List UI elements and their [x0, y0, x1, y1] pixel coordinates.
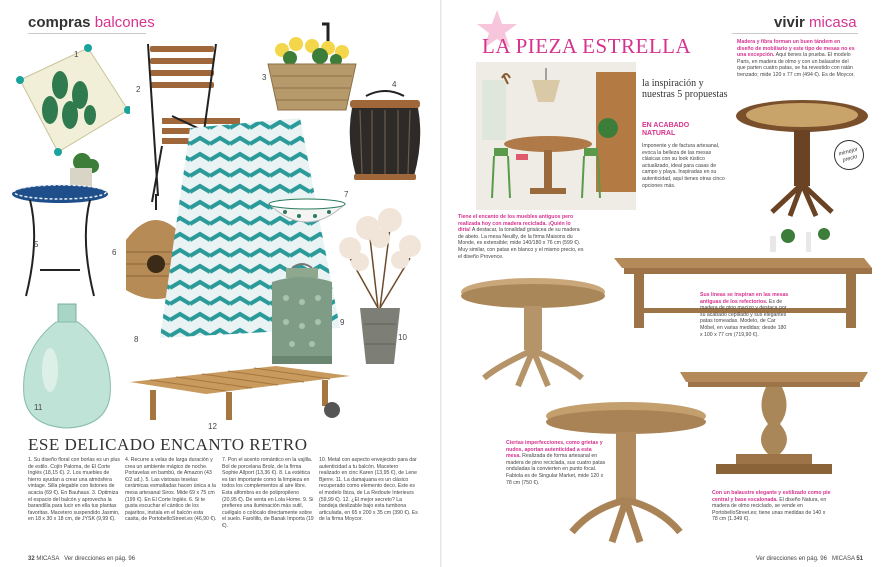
caption-body: Aquí tienes la prueba. El modelo Paris, en madera de olmo y con un balaustre del que parten cuatro patas, se ha revestido con ratán trenzado; mide 120 x 77 cm (494 €). Es de Moycor. — [737, 52, 855, 78]
right-header-rule — [732, 33, 858, 34]
right-header-accent: micasa — [809, 14, 857, 31]
caption-lead: Tiene el encanto de los muebles antiguos pero realizada hoy con madera reciclada. ¡Quién lo diría! — [458, 214, 574, 234]
caption-column: 4. Recurre a velas de larga duración y crea un ambiente mágico de noche. Portavelas en bambú, de Amazon (43 €/2 ud.). 5. Las vistosas teselas cerámicas esmaltadas hacen única a la mesa artesanal Siros. Mide 69 x 75 cm (199 €). En El Corte Inglés. 6. Si te gusta escuchar el cántico de los pajaritos, instala en el balcón esta casita, de PortobelloStreet.es (46,90 €). — [125, 457, 217, 523]
item-number: 10 — [398, 333, 407, 342]
item-number: 7 — [344, 190, 349, 199]
left-header-rule — [28, 33, 146, 34]
left-header-accent: balcones — [94, 14, 155, 31]
caption-column: 10. Metal con aspecto envejecido para dar autenticidad a tu balcón. Macetero realizado en cinc Karen (13,95 €), de Lene Bjerre. 11. La damajuana es un clásico recuperado como elemento deco. Este es el modelo Ibiza, de La Redoute Interieurs (59,99 €). 12. ¿El mejor secreto? La bandeja deslizable bajo esta tumbona articulada, en 65 x 200 x 35 cm (390 €). Es de la firma Moycor. — [319, 457, 418, 523]
caption-lead: Con un balaustre elegante y estilizado como pie central y base escalonada. — [712, 490, 831, 503]
caption-lead: Ciertas imperfecciones, como grietas y nudos, aportan autenticidad a esta mesa. — [506, 440, 603, 460]
left-footer-note: Ver direcciones en pág. 96 — [64, 556, 136, 562]
cushion-image — [10, 40, 130, 158]
left-header-bold: compras — [28, 14, 91, 31]
item-number: 8 — [134, 335, 139, 344]
caption-body: Realizada de forma artesanal en madera de pino reciclada, sus cuatro patas onduladas la convierten en punto focal. Fabiola es de Singular Market, mide 120 x 78 cm (750 €). — [506, 453, 606, 486]
caption-paris — [737, 39, 857, 79]
feature-intro: Imponente y de factura artesanal, evoca la belleza de las mesas clásicas con su look rústico actualizado, ideal para casas de campo y playa. Inspiradas en su autenticidad, aquí tienes otras cinco opciones más. — [642, 143, 725, 189]
right-section-header — [774, 14, 857, 31]
left-page-number: 32 — [28, 556, 35, 562]
best-price-badge: mimejor precio — [831, 137, 868, 174]
feature-subtitle: la inspiración y nuestras 5 propuestas — [642, 78, 728, 100]
caption-neuilly — [458, 214, 584, 260]
item-number: 12 — [208, 422, 217, 431]
item-number: 5 — [34, 240, 39, 249]
item-number: 3 — [262, 73, 267, 82]
caption-fabiola — [506, 440, 606, 486]
item-number: 1 — [74, 50, 79, 59]
item-number: 4 — [392, 80, 397, 89]
pedestal-table-image — [458, 274, 608, 390]
left-page — [0, 0, 441, 567]
caption-column: 1. Su diseño floral con borlas es un plus de estilo. Cojín Paloma, de El Corte Inglés (18,15 €). 2. Los muebles de hierro ayudan a crear una atmósfera vintage. Silla plegable con listones de acacia (69 €). En Bauhaus. 3. Optimiza el espacio del balcón y aprovecha la barandilla para lucir en ella tus plantas favoritas. Macetero suspendido Jasmin, en 18 x 30 x 18 cm, de JYSK (9,99 €). — [28, 457, 120, 523]
dining-room-photo — [476, 62, 636, 210]
sun-lounger-image — [126, 360, 354, 426]
item-number: 11 — [34, 403, 43, 412]
item-number: 9 — [340, 318, 345, 327]
caption-car-mobel — [700, 292, 790, 338]
left-feature-title: ESE DELICADO ENCANTO RETRO — [28, 435, 308, 454]
item-number: 2 — [136, 85, 141, 94]
right-page-number: 51 — [856, 556, 863, 562]
caption-body: Es de madera de pino macizo y destaca por su acabado cepillado y sus elegantes patas torneadas. Modelo, de Car Möbel, en varias medidas; desde 180 x 100 x 77 cm (719,90 €). — [700, 298, 787, 338]
section-label: EN ACABADO NATURAL — [642, 122, 690, 137]
right-feature-title: LA PIEZA ESTRELLA — [482, 34, 692, 58]
right-header-bold: vivir — [774, 14, 805, 31]
caption-lead: Sus líneas se inspiran en las mesas antiguas de los refectorios. — [700, 292, 789, 305]
caption-natura — [712, 490, 832, 523]
left-footer — [28, 556, 135, 562]
candle-lantern-image — [340, 90, 430, 184]
caption-lead: Madera y fibra forman un buen tándem en diseño de mobiliario y este tipo de mesas no es una excepción. — [737, 39, 855, 59]
demijohn-image — [10, 300, 125, 430]
right-page — [442, 0, 883, 567]
zinc-planter-image — [330, 198, 430, 368]
left-footer-brand: MICASA — [36, 556, 60, 562]
caption-body: A destacar, la tonalidad grisácea de su madera de abeto. La mesa Neuilly, de la firma Maisons du Monde, es extensible; mide 140/180 x 76 cm (599 €). Muy similar, con patas en blanco y el mismo precio, es el diseño Provence. — [458, 227, 584, 260]
right-footer-brand: MICASA — [831, 556, 855, 562]
caption-column: 7. Pon el acento romántico en la vajilla. Bol de porcelana Brolz, de la firma Sophie Allport (13,36 €). 8. La estética es tan importante como la limpieza en todos los complementos al aire libre. Esta alfombra es de polipropileno (20,95 €). De venta en Lola Home. 9. Si prefieres una iluminación más sutil, cuélgalo o colócalo directamente sobre el suelo. Farolillo, de Banak Importa (19 €). — [222, 457, 314, 529]
left-section-header — [28, 14, 155, 31]
caption-body: El diseño Natura, en madera de olmo reciclado, se vende en PortobelloStreet.es; tiene unas medidas de 140 x 78 cm (1.349 €). — [712, 496, 827, 523]
mosaic-table-image — [10, 150, 110, 298]
item-number: 6 — [112, 248, 117, 257]
right-footer — [756, 556, 863, 562]
right-footer-note: Ver direcciones en pág. 96 — [755, 556, 827, 562]
